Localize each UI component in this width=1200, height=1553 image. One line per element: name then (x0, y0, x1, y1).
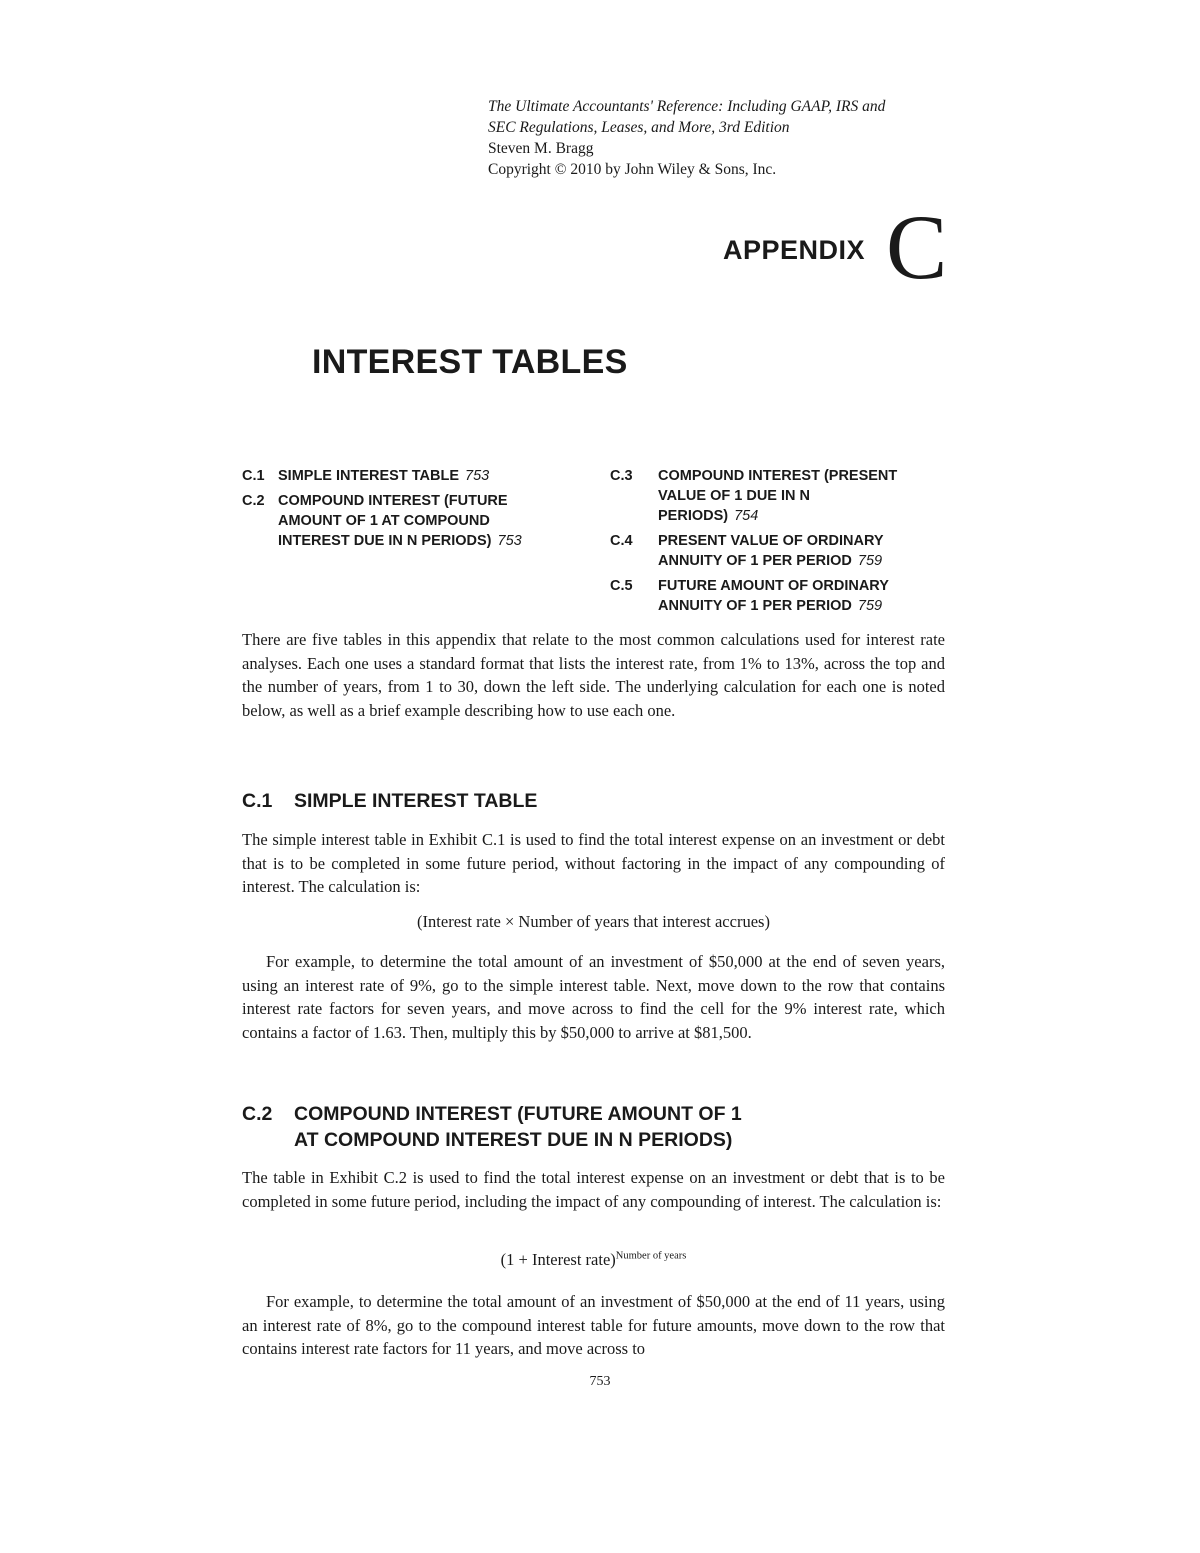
toc-item[interactable] (242, 466, 572, 486)
appendix-label (720, 196, 960, 298)
toc-item[interactable] (610, 576, 950, 616)
section-title: SIMPLE INTEREST TABLE (294, 790, 538, 812)
appendix-letter: C (886, 196, 948, 298)
book-title-line1: The Ultimate Accountants' Reference: Including GAAP, IRS and (488, 98, 886, 115)
section-title-line1: COMPOUND INTEREST (FUTURE AMOUNT OF 1 (294, 1103, 742, 1125)
toc-item-text: FUTURE AMOUNT OF ORDINARY ANNUITY OF 1 PER PERIOD (658, 578, 889, 614)
appendix-word: APPENDIX (723, 235, 866, 265)
book-title-line2: SEC Regulations, Leases, and More, 3rd Edition (488, 119, 790, 136)
book-citation (488, 96, 958, 180)
copyright-notice: Copyright © 2010 by John Wiley & Sons, Inc. (488, 161, 777, 178)
section-c1-paragraph-2: For example, to determine the total amount of an investment of $50,000 at the end of seven years, using an interest rate of 9%, go to the simple interest table. Next, move down to the row that contains interest rate factors for seven years, and move across to find the cell for the 9% interest rate, which contains a factor of 1.63. Then, multiply this by $50,000 to arrive at $81,500. (242, 952, 945, 1042)
toc-item-page: 753 (465, 468, 490, 484)
section-c1-paragraph-1: The simple interest table in Exhibit C.1 is used to find the total interest expense on an investment or debt that is to be completed in some future period, without factoring in the impact of any compounding of interest. The calculation is: (242, 830, 945, 896)
toc-item-number: C.1 (242, 468, 265, 484)
formula-exponent: Number of years (615, 1250, 687, 1262)
section-c2-paragraph-2: For example, to determine the total amount of an investment of $50,000 at the end of 11 years, using an interest rate of 8%, go to the compound interest table for future amounts, move down to the row that contains interest rate factors for 11 years, and move across to (242, 1292, 945, 1358)
section-title-line2: AT COMPOUND INTEREST DUE IN N PERIODS) (294, 1129, 733, 1151)
toc-item-text: SIMPLE INTEREST TABLE (278, 468, 459, 484)
toc-right-column (610, 466, 950, 621)
toc-item-number: C.3 (610, 468, 633, 484)
toc-item[interactable] (610, 466, 950, 526)
toc-item[interactable] (242, 491, 572, 551)
compound-interest-formula (242, 1250, 945, 1270)
toc-item[interactable] (610, 531, 950, 571)
toc-item-text: COMPOUND INTEREST (FUTURE AMOUNT OF 1 AT COMPOUND INTEREST DUE IN N PERIODS) (278, 493, 508, 549)
toc-item-page: 753 (497, 533, 522, 549)
formula-base: (1 + Interest rate) (500, 1250, 616, 1269)
toc-item-page: 759 (857, 553, 883, 569)
page-title: INTEREST TABLES (312, 343, 628, 381)
toc-item-number: C.5 (610, 578, 633, 594)
intro-paragraph: There are five tables in this appendix that relate to the most common calculations used for interest rate analyses. Each one uses a standard format that lists the interest rate, from 1% to 13%, across the top and the number of years, from 1 to 30, down the left side. The underlying calculation for each one is noted below, as well as a brief example describing how to use each one. (242, 630, 945, 720)
simple-interest-formula: (Interest rate × Number of years that interest accrues) (417, 912, 770, 931)
section-c2-paragraph-1: The table in Exhibit C.2 is used to find the total interest expense on an investment or debt that is to be completed in some future period, including the impact of any compounding of interest. The calculation is: (242, 1168, 945, 1211)
toc-item-page: 759 (857, 598, 883, 614)
toc-left-column (242, 466, 572, 556)
page-number: 753 (589, 1374, 611, 1389)
toc-item-page: 754 (734, 508, 759, 524)
toc-item-number: C.4 (610, 533, 633, 549)
section-number: C.2 (242, 1103, 273, 1125)
section-number: C.1 (242, 790, 273, 812)
section-c2-heading (242, 1101, 742, 1153)
book-author: Steven M. Bragg (488, 140, 594, 157)
toc-item-text: COMPOUND INTEREST (PRESENT VALUE OF 1 DUE IN N PERIODS) (658, 468, 898, 524)
toc-item-text: PRESENT VALUE OF ORDINARY ANNUITY OF 1 PER PERIOD (658, 533, 884, 569)
toc-item-number: C.2 (242, 493, 265, 509)
section-c1-heading (242, 788, 537, 814)
